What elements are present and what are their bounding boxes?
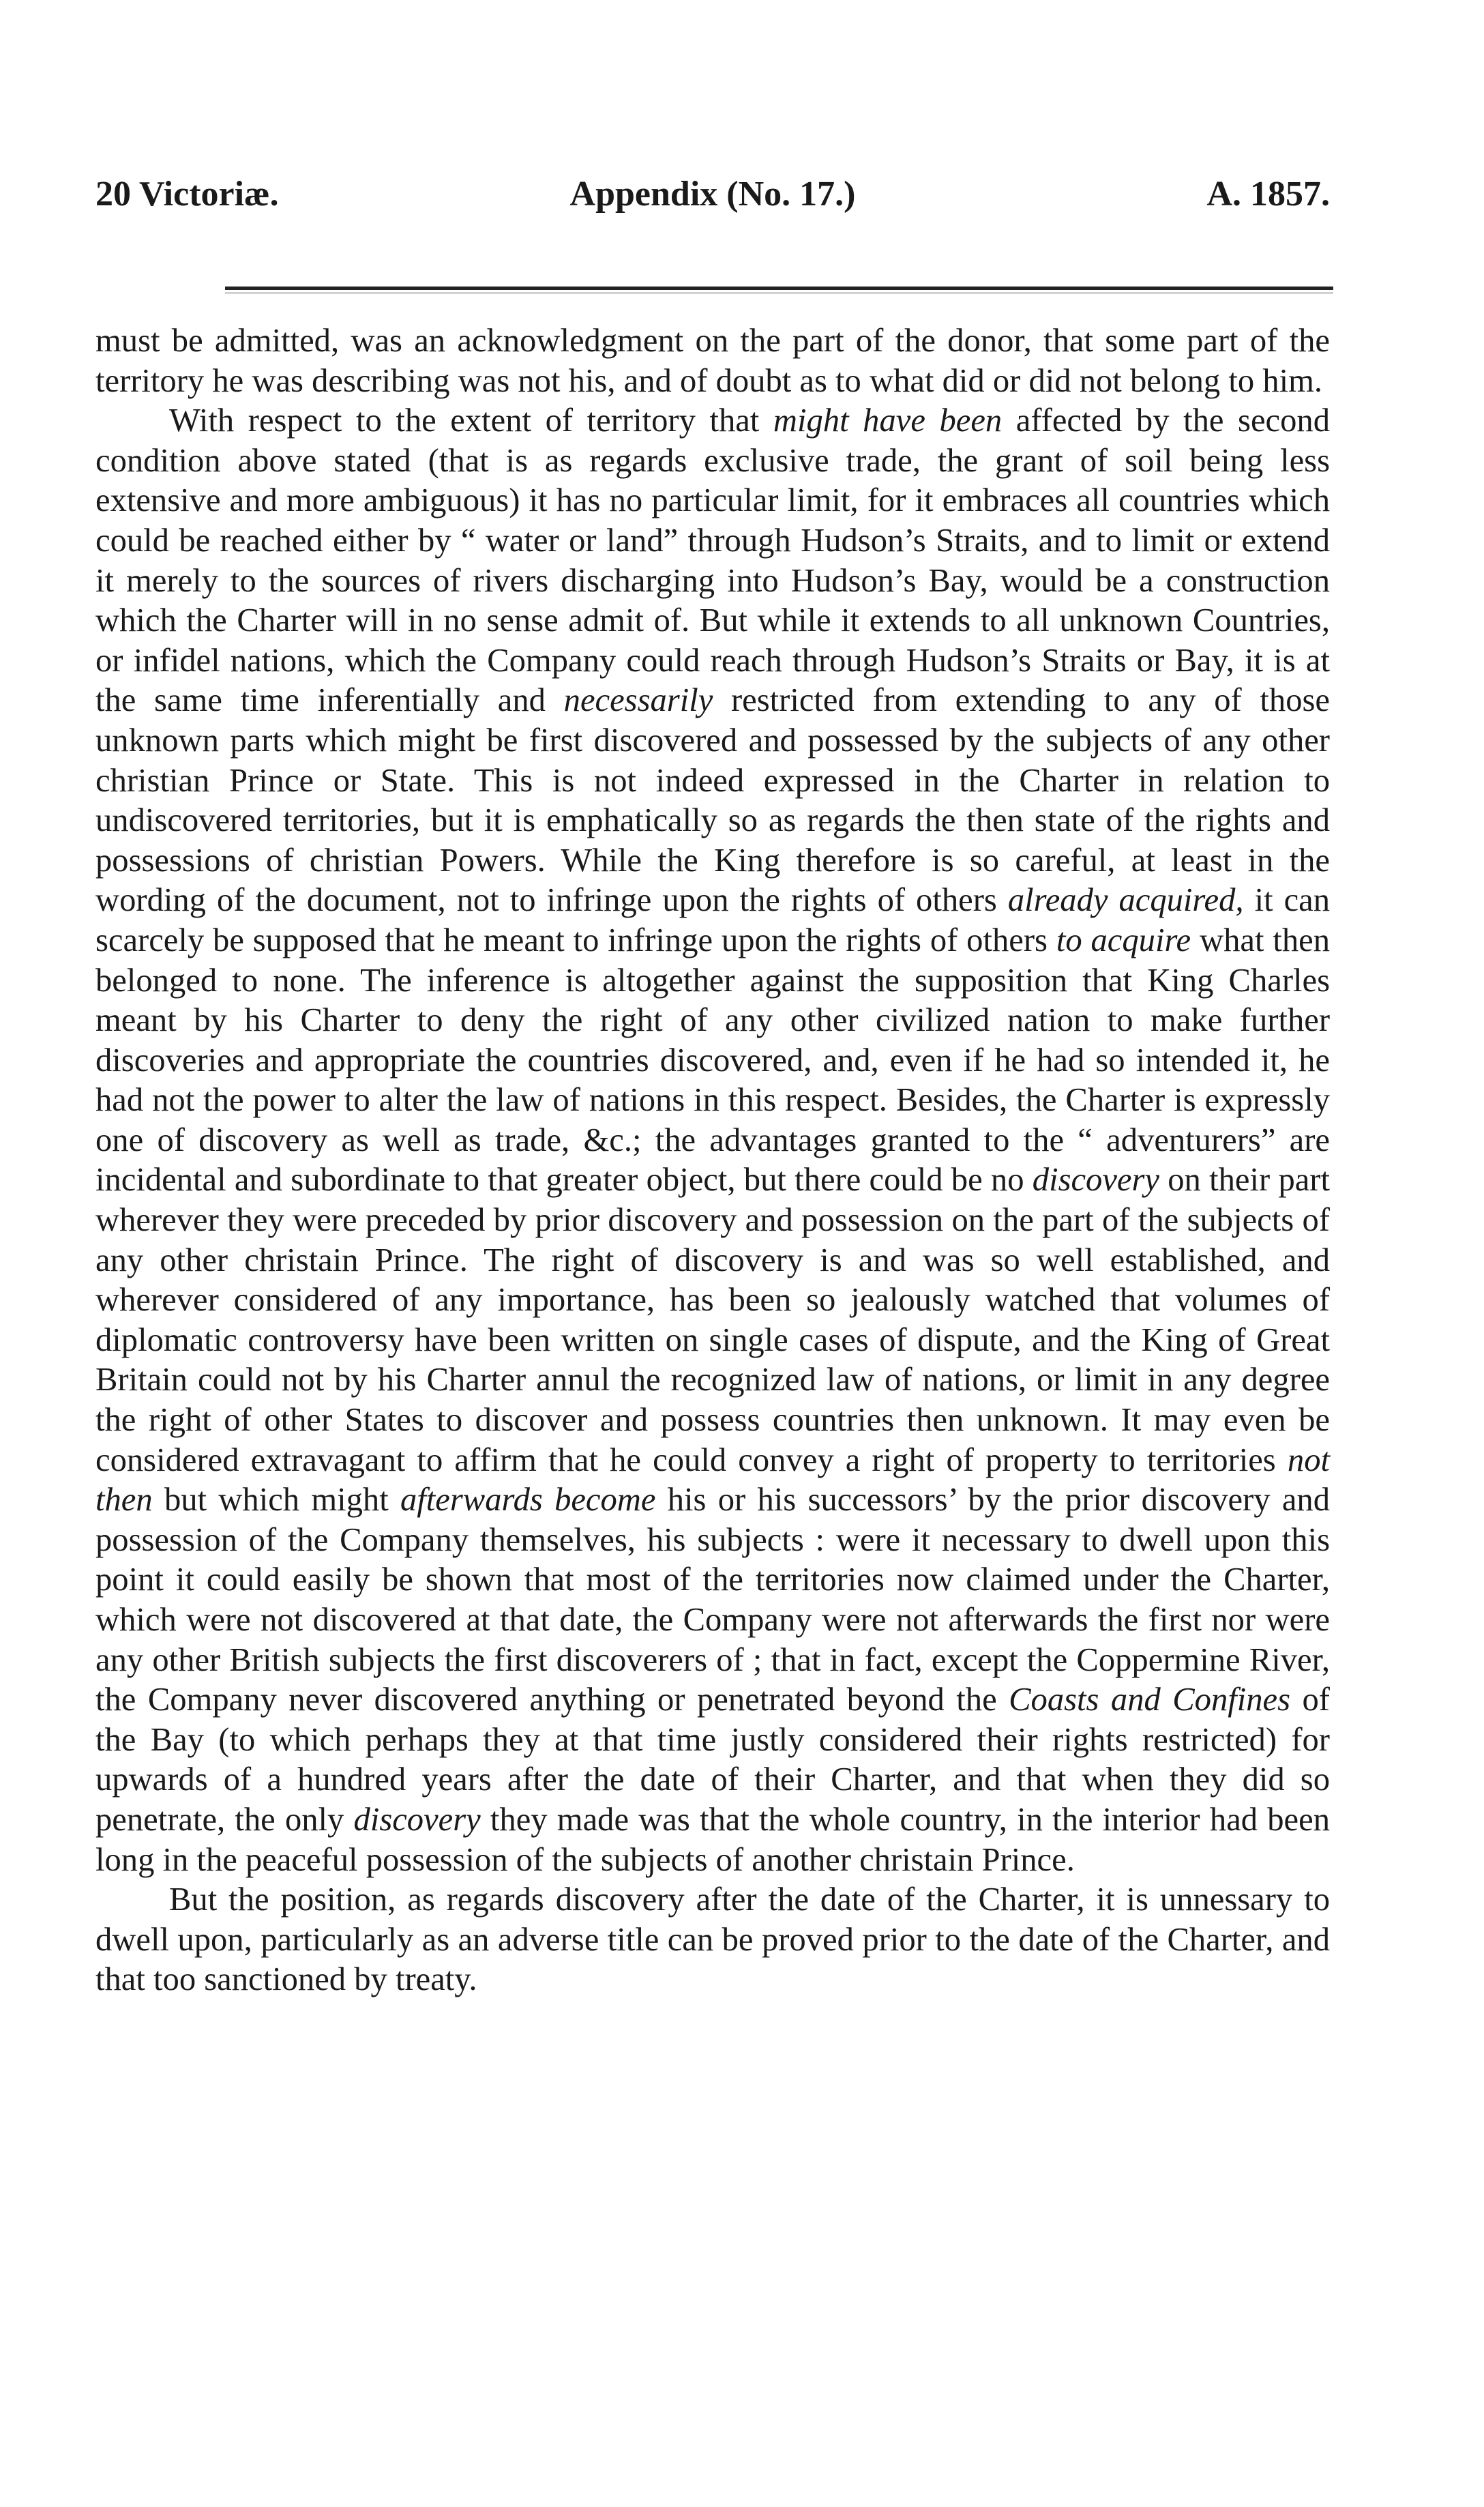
- body-text: [95, 321, 1330, 1999]
- header-rule: [225, 287, 1333, 290]
- italic-text: might have been: [773, 402, 1003, 439]
- running-head-session: 20 Victoriæ.: [95, 175, 279, 214]
- text-run: what then belonged to none. The inference is altogether against the supposition that King Charles meant by his Charter to deny the right of any other civilized nation to make further discoveries and appropriate the countries discovered, and, even if he had so intended it, he had not the power to alter the law of nations in this respect. Besides, the Charter is expressly one of discovery as well as trade, &c.; the advantages granted to the “ adventurers” are incidental and subordinate to that greater object, but there could be no: [95, 921, 1330, 1199]
- paragraph-1: [95, 321, 1330, 400]
- text-run: restricted from extending to any of those unknown parts which might be first discovered and possessed by the subjects of any other christian Prince or State. This is not indeed expressed in the Charter in relation to undiscovered territories, but it is emphatically so as regards the then state of the rights and possessions of christian Powers. While the King therefore is so careful, at least in the wording of the document, not to infringe upon the rights of others: [95, 681, 1330, 919]
- italic-text: discovery: [1032, 1161, 1159, 1199]
- text-run: must be admitted, was an acknowledgment on the part of the donor, that some part of the territory he was describing was not his, and of doubt as to what did or did not belong to him.: [95, 322, 1330, 399]
- italic-text: necessarily: [563, 681, 713, 719]
- running-head: [95, 174, 1330, 229]
- italic-text: already acquired,: [1007, 881, 1244, 919]
- text-run: affected by the second condition above stated (that is as regards exclusive trade, the grant of soil being less extensive and more ambiguous) it has no particular limit, for it embraces all countries which could be reached either by “ water or land” through Hudson’s Straits, and to limit or extend it merely to the sources of rivers discharging into Hudson’s Bay, would be a construction which the Charter will in no sense admit of. But while it extends to all unknown Countries, or infidel nations, which the Company could reach through Hudson’s Straits or Bay, it is at the same time inferentially and: [95, 402, 1330, 719]
- text-run: on their part wherever they were preceded by prior discovery and possession on the part of the subjects of any other christain Prince. The right of discovery is and was so well established, and wherever considered of any importance, has been so jealously watched that volumes of diplomatic controversy have been written on single cases of dispute, and the King of Great Britain could not by his Charter annul the recognized law of nations, or limit in any degree the right of other States to discover and possess countries then unknown. It may even be considered extravagant to affirm that he could convey a right of property to territories: [95, 1161, 1330, 1478]
- paragraph-2: [95, 400, 1330, 1879]
- text-run: With respect to the extent of territory that: [169, 402, 773, 439]
- italic-text: to acquire: [1056, 921, 1191, 958]
- running-head-appendix: Appendix (No. 17.): [569, 175, 856, 214]
- text-run: they made was that the whole country, in the interior had been long in the peaceful possession of the subjects of another christain Prince.: [95, 1800, 1330, 1878]
- text-run: but which might: [152, 1481, 400, 1519]
- italic-text: not then: [95, 1441, 1330, 1519]
- italic-text: afterwards become: [400, 1481, 656, 1519]
- text-run: it can scarcely be supposed that he meant to infringe upon the rights of others: [95, 881, 1331, 958]
- italic-text: Coasts and Confines: [1009, 1681, 1291, 1718]
- italic-text: discovery: [353, 1800, 481, 1838]
- running-head-year: A. 1857.: [1206, 175, 1330, 214]
- text-run: of the Bay (to which perhaps they at that time justly considered their rights restricted) for upwards of a hundred years after the date of their Charter, and that when they did so penetrate, the only: [95, 1681, 1330, 1838]
- paragraph-3: [95, 1879, 1330, 1999]
- text-run: his or his successors’ by the prior discovery and possession of the Company themselves, his subjects : were it necessary to dwell upon this point it could easily be shown that most of the territories now claimed under the Charter, which were not discovered at that date, the Company were not afterwards the first nor were any other British subjects the first discoverers of ; that in fact, except the Coppermine River, the Company never discovered anything or penetrated beyond the: [95, 1481, 1330, 1718]
- text-run: But the position, as regards discovery after the date of the Charter, it is unnessary to dwell upon, particularly as an adverse title can be proved prior to the date of the Charter, and that too sanctioned by treaty.: [95, 1881, 1330, 1998]
